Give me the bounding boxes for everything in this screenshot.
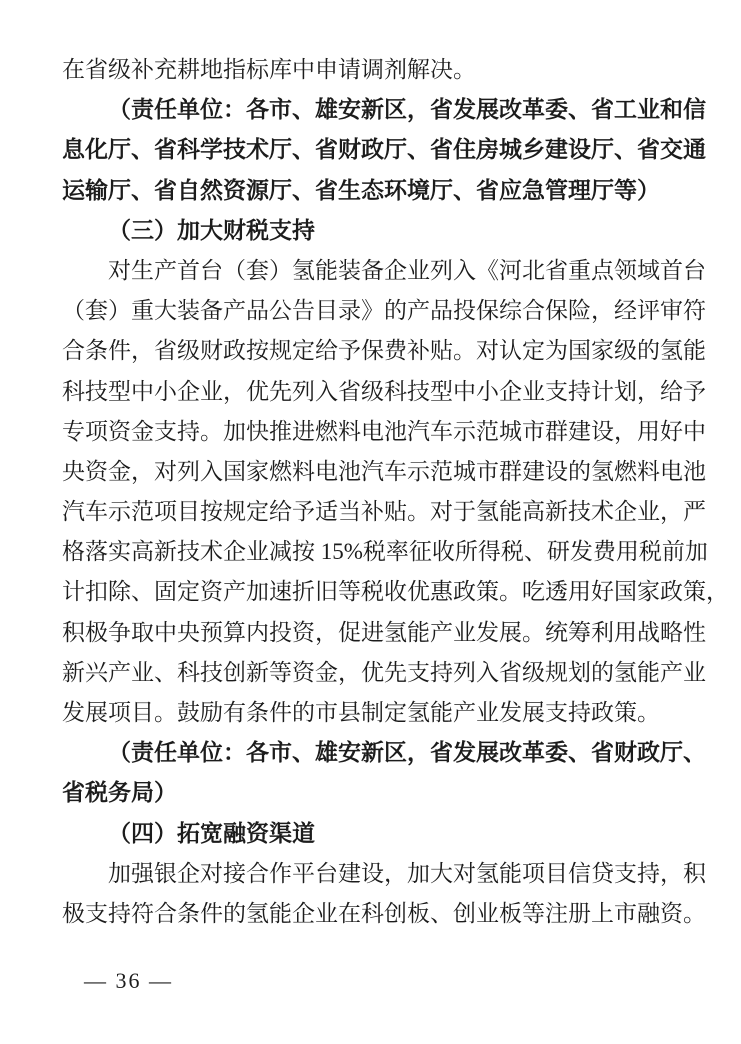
paragraph-fiscal-tax-support	[62, 251, 729, 733]
text-line: （套）重大装备产品公告目录》的产品投保综合保险，经评审符	[62, 298, 706, 324]
text-line: 专项资金支持。加快推进燃料电池汽车示范城市群建设，用好中	[62, 418, 706, 444]
paragraph-responsibility-unit-2	[62, 733, 714, 813]
paragraph-financing-channels	[62, 854, 714, 934]
text-line: 在省级补充耕地指标库中申请调剂解决。	[62, 57, 476, 82]
text-line: 合条件，省级财政按规定给予保费补贴。对认定为国家级的氢能	[62, 338, 706, 364]
text-line: 息化厅、省科学技术厅、省财政厅、省住房城乡建设厅、省交通	[62, 137, 706, 163]
text-line: 加强银企对接合作平台建设，加大对氢能项目信贷支持，积	[108, 860, 706, 886]
text-line: 运输厅、省自然资源厅、省生态环境厅、省应急管理厅等）	[62, 177, 660, 203]
text-line: 极支持符合条件的氢能企业在科创板、创业板等注册上市融资。	[62, 900, 706, 926]
text-line: （责任单位：各市、雄安新区，省发展改革委、省工业和信	[108, 97, 706, 123]
text-line: 汽车示范项目按规定给予适当补贴。对于氢能高新技术企业，严	[62, 499, 706, 525]
text-line: 科技型中小企业，优先列入省级科技型中小企业支持计划，给予	[62, 378, 706, 404]
document-body	[62, 50, 729, 934]
text-line: 积极争取中央预算内投资，促进氢能产业发展。统筹利用战略性	[62, 619, 706, 645]
page-number: — 36 —	[84, 968, 173, 993]
text-line: 央资金，对列入国家燃料电池汽车示范城市群建设的氢燃料电池	[62, 458, 706, 484]
paragraph-continuation	[62, 50, 714, 90]
text-line: 新兴产业、科技创新等资金，优先支持列入省级规划的氢能产业	[62, 659, 706, 685]
paragraph-heading-section-4	[62, 814, 714, 854]
text-line: 计扣除、固定资产加速折旧等税收优惠政策。吃透用好国家政策，	[62, 579, 729, 605]
paragraph-responsibility-unit-1	[62, 90, 714, 211]
paragraph-heading-section-3	[62, 211, 714, 251]
text-line: （责任单位：各市、雄安新区，省发展改革委、省财政厅、	[108, 740, 706, 766]
text-line: 对生产首台（套）氢能装备企业列入《河北省重点领域首台	[108, 257, 706, 283]
text-line: 格落实高新技术企业减按 15%税率征收所得税、研发费用税前加	[62, 539, 708, 565]
text-line: （四）拓宽融资渠道	[108, 820, 315, 846]
text-line: 省税务局）	[62, 780, 177, 806]
text-line: （三）加大财税支持	[108, 217, 315, 243]
text-line: 发展项目。鼓励有条件的市县制定氢能产业发展支持政策。	[62, 700, 660, 725]
